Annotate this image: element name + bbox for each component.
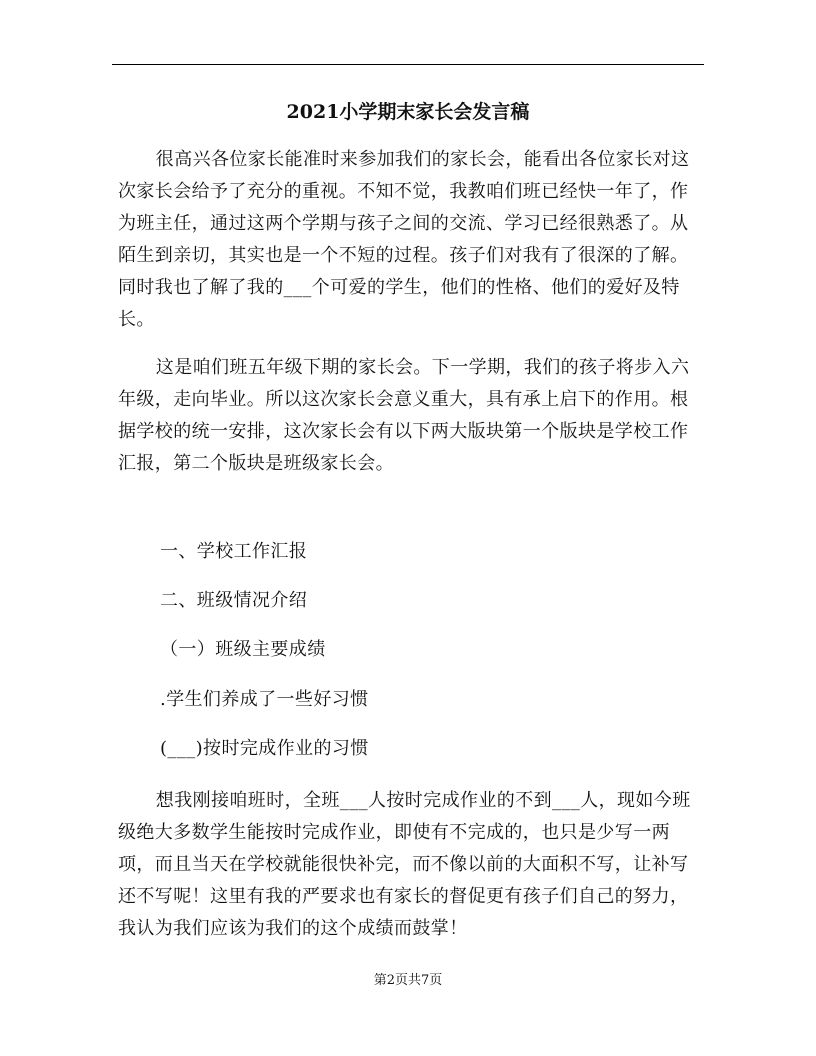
section-heading-class-intro: 二、班级情况介绍 (160, 590, 308, 611)
header-rule (112, 64, 704, 65)
paragraph-intro: 很高兴各位家长能准时来参加我们的家长会，能看出各位家长对这次家长会给予了充分的重视。不知不觉，我教咱们班已经快一年了，作为班主任，通过这两个学期与孩子之间的交流、学习已经很熟悉了。从陌生到亲切，其实也是一个不短的过程。孩子们对我有了很深的了解。同时我也了解了我的___个可爱的学生，他们的性格、他们的爱好及特长。 (118, 149, 690, 330)
page-number: 第2页共7页 (373, 973, 443, 988)
document-title: 2021小学期末家长会发言稿 (286, 101, 530, 123)
paragraph-homework: 想我刚接咱班时，全班___人按时完成作业的不到___人，现如今班级绝大多数学生能按时完成作业，即使有不完成的，也只是少写一两项，而且当天在学校就能很快补完，而不像以前的大面积不写，让补写还不写呢！这里有我的严要求也有家长的督促更有孩子们自己的努力，我认为我们应该为我们的这个成绩而鼓掌！ (118, 790, 691, 939)
subsection-heading-achievements: （一）班级主要成绩 (160, 639, 326, 660)
document-body-continued (118, 785, 704, 945)
document-body (118, 144, 704, 480)
list-item-good-habits: .学生们养成了一些好习惯 (160, 689, 369, 710)
paragraph-meeting-purpose: 这是咱们班五年级下期的家长会。下一学期，我们的孩子将步入六年级，走向毕业。所以这次家长会意义重大，具有承上启下的作用。根据学校的统一安排，这次家长会有以下两大版块第一个版块是学校工作汇报，第二个版块是班级家长会。 (118, 357, 690, 474)
list-item-homework-habit: (___)按时完成作业的习惯 (160, 738, 369, 759)
section-heading-school-report: 一、学校工作汇报 (160, 541, 308, 562)
